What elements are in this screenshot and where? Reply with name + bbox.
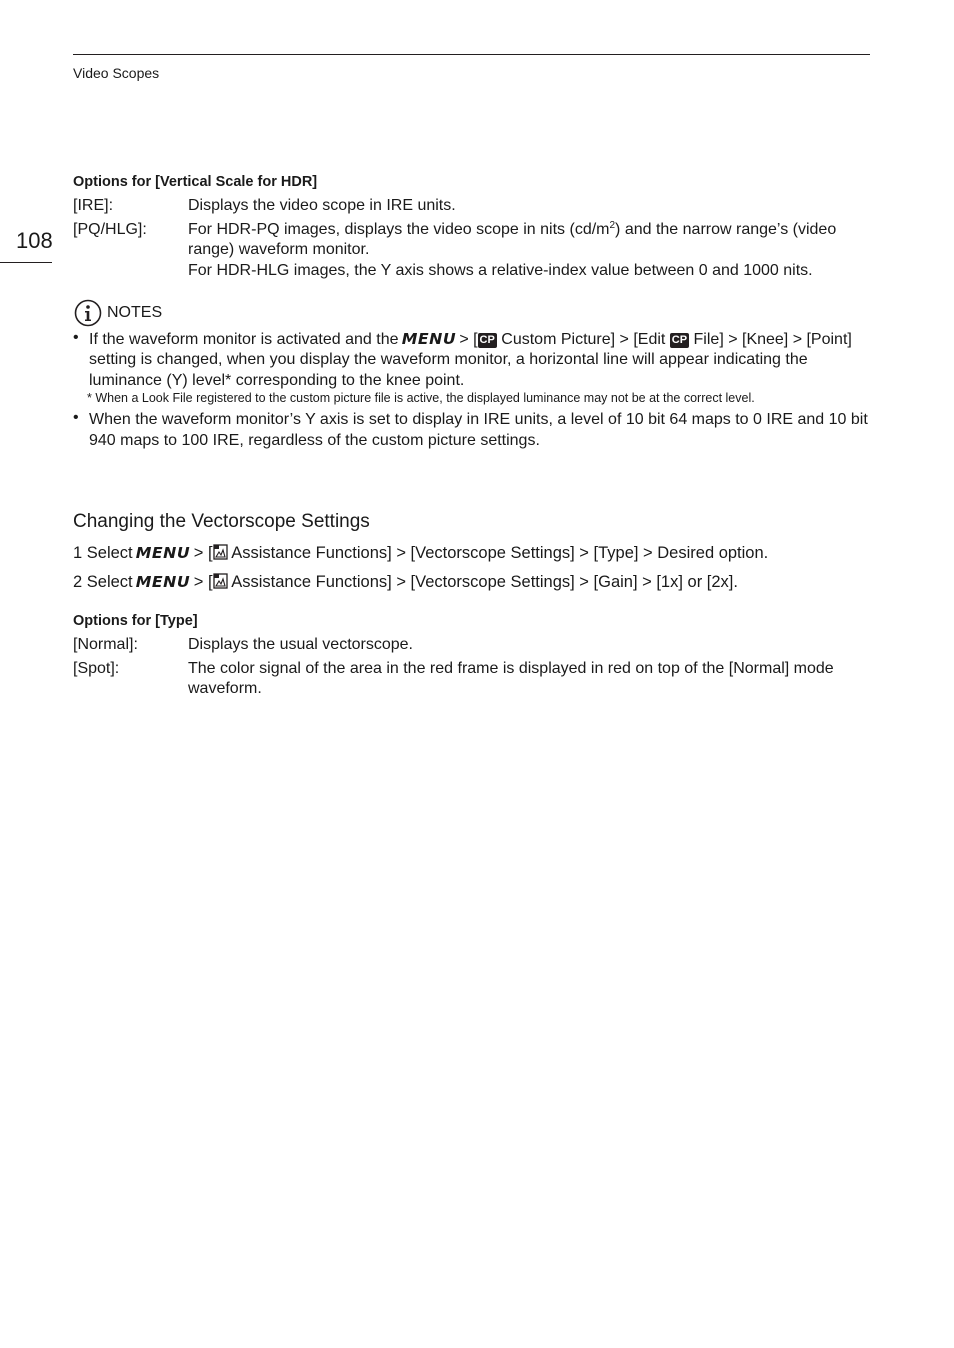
- step-1: 1 Select MENU > [ Assistance Functions] > [Vectorscope Settings] > [Type] > Desired option.: [73, 544, 769, 562]
- notes-label: NOTES: [107, 304, 163, 321]
- normal-option-label: [Normal]:: [73, 636, 138, 653]
- note-bullet-1-line1: If the waveform monitor is activated and the MENU > [ CP Custom Picture] > [Edit CP File] > [Knee] > [Point]: [89, 330, 852, 348]
- pq-option-desc-line1: For HDR-PQ images, displays the video scope in nits $(cd/m^2)$ and the narrow range’s (video: [188, 220, 837, 238]
- bullet-dot: •: [73, 329, 79, 346]
- pq-option-desc-line3: For HDR-HLG images, the Y axis shows a relative-index value between 0 and 1000 nits.: [188, 262, 813, 279]
- normal-option-desc: Displays the usual vectorscope.: [188, 636, 413, 653]
- note-bullet-1-line3: luminance (Y) level* corresponding to the knee point.: [89, 372, 465, 389]
- assistance-functions-icon: [213, 573, 228, 589]
- custom-picture-icon: CP: [671, 334, 688, 346]
- ire-option-label: [IRE]:: [73, 197, 114, 214]
- running-header: Video Scopes: [73, 65, 160, 81]
- header-rule: [73, 54, 870, 55]
- menu-button-icon: MENU: [135, 573, 191, 591]
- bullet-dot: •: [73, 409, 79, 426]
- assistance-functions-icon: [213, 544, 228, 560]
- pq-option-label: [PQ/HLG]:: [73, 221, 147, 238]
- section-title: Changing the Vectorscope Settings: [73, 511, 370, 532]
- pq-option-desc-line2: range) waveform monitor.: [188, 241, 370, 258]
- spot-option-label: [Spot]:: [73, 660, 120, 677]
- note-footnote: * When a Look File registered to the custom picture file is active, the displayed luminance may not be at the correct level.: [87, 391, 755, 405]
- info-icon: [74, 299, 102, 327]
- spot-option-desc-line2: waveform.: [188, 680, 262, 697]
- page-number-rule: [0, 262, 52, 263]
- menu-button-icon: MENU: [401, 330, 457, 348]
- step-2: 2 Select MENU > [ Assistance Functions] > [Vectorscope Settings] > [Gain] > [1x] or [2x].: [73, 573, 738, 591]
- spot-option-desc-line1: The color signal of the area in the red frame is displayed in red on top of the [Normal] mode: [188, 660, 834, 677]
- type-options-heading: Options for [Type]: [73, 613, 198, 629]
- note-bullet-2-line1: When the waveform monitor’s Y axis is set to display in IRE units, a level of 10 bit 64 maps to 0 IRE and 10 bit: [89, 411, 868, 428]
- note-bullet-2-line2: 940 maps to 100 IRE, regardless of the custom picture settings.: [89, 432, 540, 449]
- note-bullet-1-line2: setting is changed, when you display the waveform monitor, a horizontal line will appear indicating the: [89, 351, 808, 368]
- custom-picture-icon: CP: [479, 334, 495, 346]
- ire-option-desc: Displays the video scope in IRE units.: [188, 197, 456, 214]
- hdr-options-heading: Options for [Vertical Scale for HDR]: [73, 174, 318, 190]
- page-number: 108: [16, 228, 53, 253]
- menu-button-icon: MENU: [135, 544, 191, 562]
